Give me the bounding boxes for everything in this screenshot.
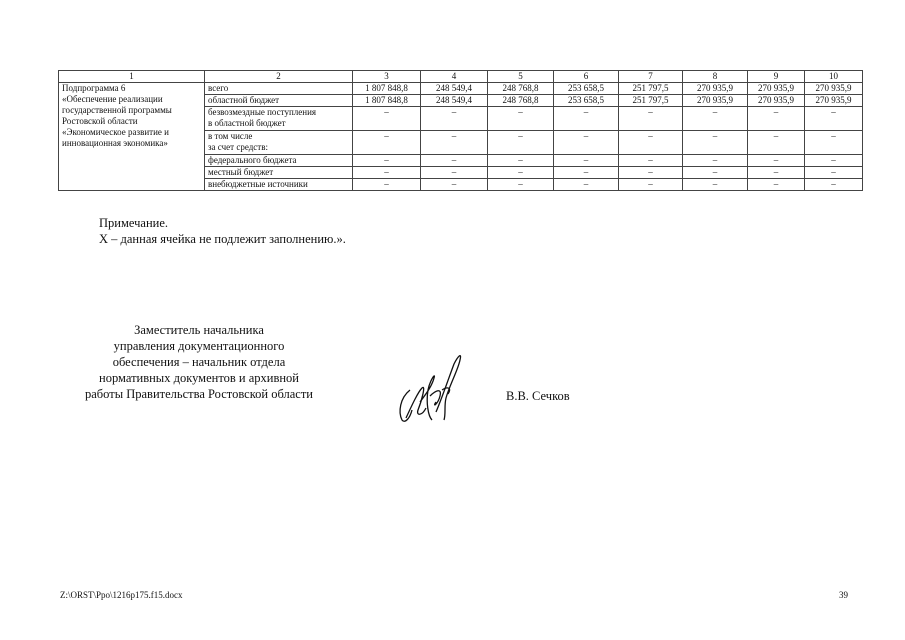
value-cell: 251 797,5 <box>619 83 683 95</box>
title-line: работы Правительства Ростовской области <box>85 387 313 401</box>
note-text: X – данная ячейка не подлежит заполнению.». <box>99 232 346 246</box>
value-cell: – <box>554 167 619 179</box>
value-cell: – <box>748 179 805 191</box>
footer-file-path: Z:\ORST\Ppo\1216p175.f15.docx <box>60 590 183 600</box>
value-cell: – <box>554 179 619 191</box>
value-cell: – <box>619 179 683 191</box>
value-cell: – <box>421 107 488 131</box>
value-cell: 253 658,5 <box>554 83 619 95</box>
value-cell: – <box>683 167 748 179</box>
title-line: управления документационного <box>113 339 285 353</box>
value-cell: – <box>353 155 421 167</box>
program-line: Ростовской области <box>62 116 138 126</box>
value-cell: – <box>421 167 488 179</box>
title-line: Заместитель начальника <box>134 323 264 337</box>
note-block <box>99 215 346 247</box>
col-num: 9 <box>748 71 805 83</box>
value-cell: – <box>619 131 683 155</box>
value-cell: – <box>683 131 748 155</box>
note-title: Примечание. <box>99 216 169 230</box>
col-num: 1 <box>59 71 205 83</box>
page-number: 39 <box>839 590 848 600</box>
value-cell: 251 797,5 <box>619 95 683 107</box>
value-cell: 270 935,9 <box>805 95 863 107</box>
value-cell: – <box>805 167 863 179</box>
title-line: нормативных документов и архивной <box>99 371 299 385</box>
row-label <box>205 107 353 131</box>
value-cell: 270 935,9 <box>683 83 748 95</box>
value-cell: – <box>488 167 554 179</box>
col-num: 10 <box>805 71 863 83</box>
row-label: местный бюджет <box>205 167 353 179</box>
value-cell: – <box>488 179 554 191</box>
col-num: 3 <box>353 71 421 83</box>
value-cell: – <box>353 131 421 155</box>
value-cell: – <box>805 131 863 155</box>
value-cell: 270 935,9 <box>748 95 805 107</box>
row-label: всего <box>205 83 353 95</box>
program-line: Подпрограмма 6 <box>62 83 126 93</box>
value-cell: – <box>748 167 805 179</box>
signatory-title <box>58 322 340 402</box>
value-cell: – <box>683 179 748 191</box>
row-label: внебюджетные источники <box>205 179 353 191</box>
value-cell: 248 768,8 <box>488 83 554 95</box>
row-label-line: за счет средств: <box>208 142 268 152</box>
value-cell: – <box>353 179 421 191</box>
col-num: 5 <box>488 71 554 83</box>
value-cell: – <box>683 107 748 131</box>
value-cell: – <box>805 179 863 191</box>
program-line: «Обеспечение реализации <box>62 94 163 104</box>
row-label-line: в областной бюджет <box>208 118 286 128</box>
value-cell: – <box>748 107 805 131</box>
row-label-line: в том числе <box>208 131 253 141</box>
value-cell: – <box>619 155 683 167</box>
row-label-line: безвозмездные поступления <box>208 107 317 117</box>
signatory-name: В.В. Сечков <box>506 389 570 403</box>
value-cell: – <box>748 155 805 167</box>
program-name-cell <box>59 83 205 191</box>
value-cell: – <box>353 167 421 179</box>
value-cell: 1 807 848,8 <box>353 83 421 95</box>
col-num: 2 <box>205 71 353 83</box>
title-line: обеспечения – начальник отдела <box>112 355 286 369</box>
program-line: инновационная экономика» <box>62 138 168 148</box>
value-cell: – <box>805 155 863 167</box>
row-label: областной бюджет <box>205 95 353 107</box>
value-cell: 270 935,9 <box>748 83 805 95</box>
value-cell: – <box>421 179 488 191</box>
value-cell: 270 935,9 <box>683 95 748 107</box>
value-cell: – <box>421 131 488 155</box>
handwritten-signature-icon <box>392 350 472 425</box>
value-cell: – <box>619 167 683 179</box>
value-cell: – <box>748 131 805 155</box>
value-cell: – <box>554 107 619 131</box>
value-cell: 248 768,8 <box>488 95 554 107</box>
value-cell: – <box>805 107 863 131</box>
value-cell: – <box>488 155 554 167</box>
value-cell: – <box>683 155 748 167</box>
value-cell: 248 549,4 <box>421 83 488 95</box>
value-cell: – <box>554 155 619 167</box>
program-line: «Экономическое развитие и <box>62 127 169 137</box>
value-cell: 253 658,5 <box>554 95 619 107</box>
value-cell: – <box>488 107 554 131</box>
column-number-row <box>59 71 863 83</box>
value-cell: 248 549,4 <box>421 95 488 107</box>
row-label <box>205 131 353 155</box>
value-cell: – <box>619 107 683 131</box>
value-cell: – <box>353 107 421 131</box>
col-num: 6 <box>554 71 619 83</box>
col-num: 4 <box>421 71 488 83</box>
value-cell: – <box>421 155 488 167</box>
row-label: федерального бюджета <box>205 155 353 167</box>
program-line: государственной программы <box>62 105 172 115</box>
value-cell: – <box>488 131 554 155</box>
value-cell: 270 935,9 <box>805 83 863 95</box>
value-cell: 1 807 848,8 <box>353 95 421 107</box>
budget-table <box>58 70 863 191</box>
col-num: 7 <box>619 71 683 83</box>
table-row <box>59 83 863 95</box>
value-cell: – <box>554 131 619 155</box>
col-num: 8 <box>683 71 748 83</box>
